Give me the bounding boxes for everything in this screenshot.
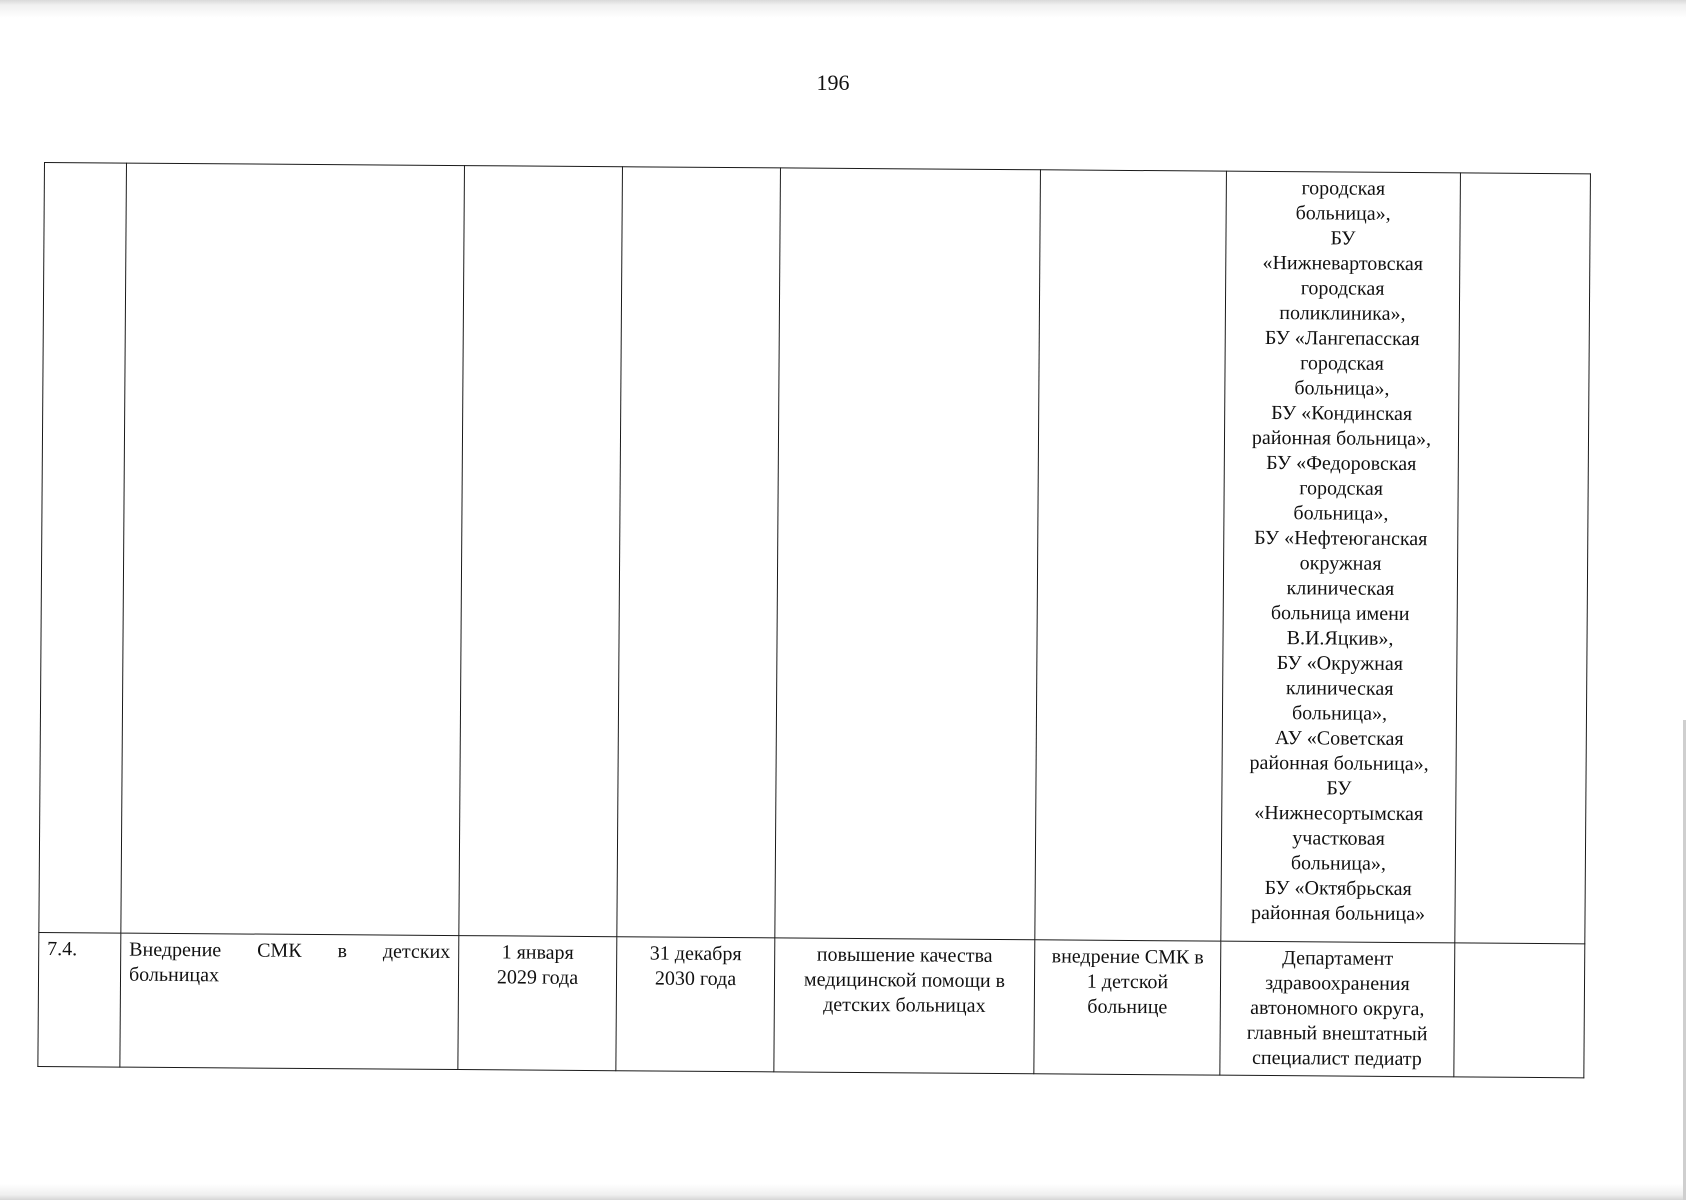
cell-result [775,168,1041,940]
executor-line: окружная [1299,552,1382,575]
executor-line: здравоохранения [1265,971,1410,996]
cell-name [120,933,459,1069]
executor-line: больница», [1293,502,1389,525]
cell-result [774,938,1035,1074]
executor-line: АУ «Советская [1274,727,1404,750]
executor-line: «Нижнесортымская [1254,801,1424,826]
start-date-line: 2029 года [496,966,579,989]
executor-line: автономного округа, [1250,996,1425,1021]
executor-line: больница», [1295,202,1391,225]
cell-note [1454,943,1585,1078]
cell-number [39,163,127,934]
cell-indicator [1034,940,1221,1075]
cell-number: 7.4. [38,932,121,1067]
executor-line: городская [1299,477,1384,500]
cell-start-date [458,936,617,1071]
page-number: 196 [816,70,850,95]
plan-table-wrapper [37,162,1591,1078]
executor-line: городская [1300,277,1385,300]
cell-note [1455,173,1591,944]
executor-line: БУ «Октябрьская [1264,876,1412,901]
cell-executors [1220,941,1455,1077]
result-line: повышение качества [816,943,993,967]
executor-line: БУ «Лангепасская [1264,326,1420,351]
executor-line: БУ «Кондинская [1271,402,1413,426]
cell-end-date [616,937,775,1072]
executor-line: БУ [1326,777,1352,800]
end-date-line: 31 декабря [649,942,742,966]
executor-line: больница», [1291,702,1388,725]
cell-executors [1221,171,1461,943]
start-date-line: 1 января [501,941,574,964]
executor-line: БУ «Федоровская [1266,451,1417,476]
executor-line: клиническая [1285,677,1394,700]
executor-line: «Нижневартовская [1262,251,1424,276]
cell-indicator [1035,170,1227,941]
executor-line: городская [1301,177,1386,200]
executor-line: районная больница», [1249,751,1429,776]
plan-table [37,162,1591,1078]
cell-name [121,163,465,935]
table-row-7-4 [38,932,1585,1077]
executor-line: Департамент [1282,947,1394,970]
indicator-line: внедрение СМК в [1051,945,1204,969]
executor-line: городская [1300,352,1384,375]
end-date-line: 2030 года [654,967,737,991]
executor-line: районная больница», [1251,426,1432,451]
table-row-continuation [39,163,1591,944]
indicator-line: 1 детской [1086,970,1169,994]
name-line: больницах [128,963,220,987]
name-line: Внедрение СМК в детских [129,938,451,963]
result-line: детских больницах [823,993,986,1017]
executor-line: клиническая [1286,577,1395,600]
executor-line: специалист педиатр [1251,1046,1422,1071]
executor-line: участковая [1292,827,1385,850]
executor-line: БУ [1330,227,1356,250]
executor-line: больница», [1294,377,1390,400]
executor-line: БУ «Нефтеюганская [1254,526,1428,551]
cell-start-date [459,166,623,937]
executor-line: районная больница» [1250,901,1426,926]
cell-end-date [617,167,781,938]
executor-line: В.И.Яцкив», [1286,627,1394,650]
result-line: медицинской помощи в [803,968,1006,993]
indicator-line: больнице [1087,995,1168,1019]
scan-edge-bottom [0,1184,1686,1200]
executor-line: главный внештатный [1246,1021,1428,1046]
executor-line: поликлиника», [1279,302,1406,325]
executor-line: больница имени [1270,602,1410,626]
executor-line: больница», [1290,852,1386,875]
scan-edge-top [0,0,1686,18]
executor-line: БУ «Окружная [1276,652,1404,675]
